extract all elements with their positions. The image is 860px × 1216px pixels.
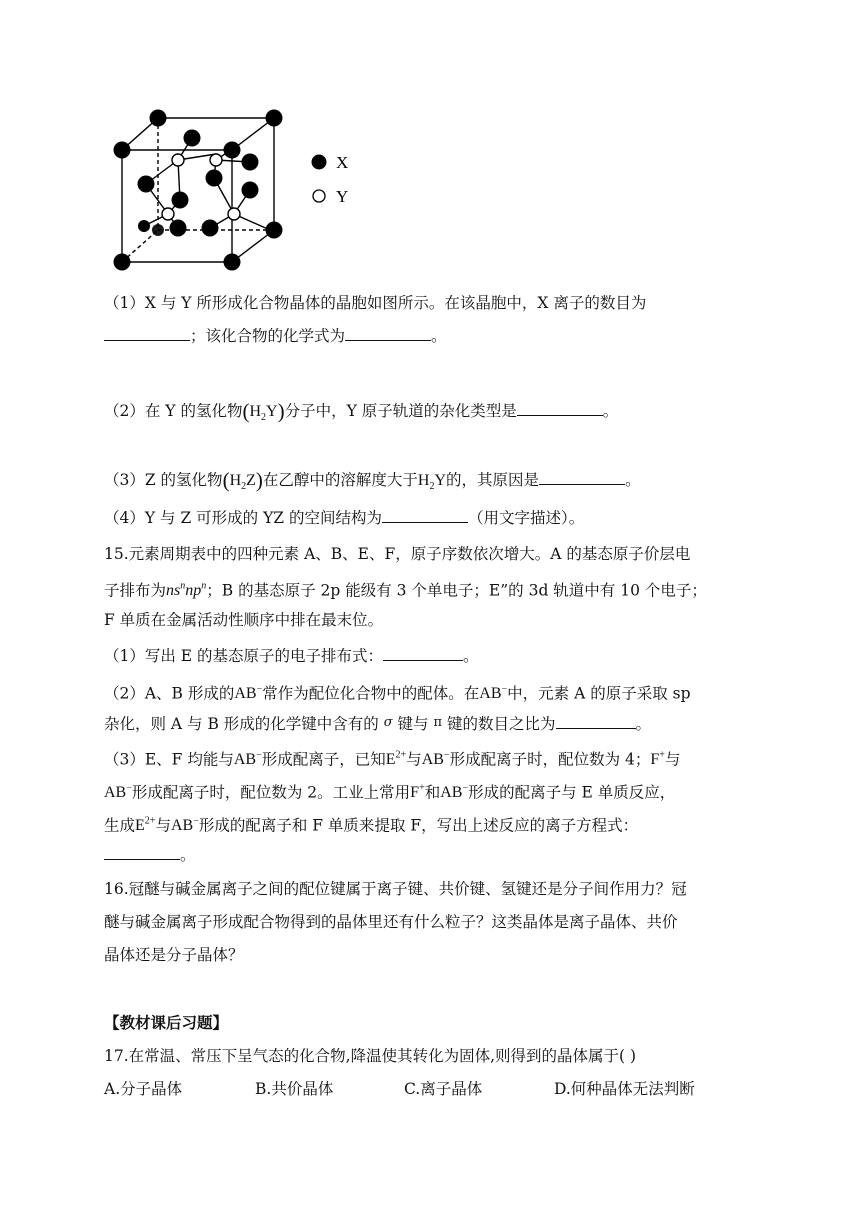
x-atom bbox=[184, 130, 201, 147]
y-atom bbox=[210, 154, 222, 166]
answer-blank[interactable] bbox=[383, 645, 463, 661]
q14-part4: （4）Y 与 Z 可形成的 YZ 的空间结构为 （用文字描述）。 bbox=[104, 509, 585, 527]
answer-blank[interactable] bbox=[104, 325, 190, 341]
q17-option-d[interactable]: D.何种晶体无法判断 bbox=[554, 1080, 695, 1098]
q15-part2-line2: 杂化，则 A 与 B 形成的化学键中含有的 σ 键与 π 键的数目之比为 。 bbox=[104, 715, 652, 733]
q14-part1-line2: ；该化合物的化学式为 。 bbox=[104, 325, 447, 347]
q14-part2: （2）在 Y 的氢化物$(H_2Y)$分子中，Y 原子轨道的杂化类型是 。 bbox=[104, 399, 619, 424]
formula-ab-minus: AB− bbox=[440, 783, 469, 802]
legend-x-label: X bbox=[336, 153, 349, 172]
q15-line1: 15.元素周期表中的四种元素 A、B、E、F，原子序数依次增大。A 的基态原子价层电 bbox=[104, 545, 691, 563]
q15-line2: 子排布为$ns^nnp^n$；B 的基态原子 2p 能级有 3 个单电子；E”的 3d 轨道中有 10 个电子； bbox=[104, 581, 707, 600]
answer-blank[interactable] bbox=[345, 325, 431, 341]
x-atom bbox=[138, 220, 150, 232]
q17-option-b[interactable]: B.共价晶体 bbox=[255, 1080, 334, 1098]
x-atom bbox=[202, 220, 219, 237]
answer-blank[interactable] bbox=[382, 507, 468, 523]
x-atom bbox=[172, 192, 189, 209]
formula-h2y: $(H_2Y)$ bbox=[242, 399, 285, 424]
answer-blank[interactable] bbox=[539, 469, 625, 485]
formula-fplus: F+ bbox=[410, 783, 425, 802]
q15-part1: （1）写出 E 的基态原子的电子排布式： 。 bbox=[104, 647, 479, 665]
q16-line1: 16.冠醚与碱金属离子之间的配位键属于离子键、共价键、氢键还是分子间作用力？冠 bbox=[104, 880, 687, 898]
x-atom bbox=[114, 142, 131, 159]
answer-blank[interactable] bbox=[517, 400, 603, 416]
legend-y-label: Y bbox=[336, 187, 349, 206]
q15-part3-line1: （3）E、F 均能与AB−形成配离子，已知$E^{2+}$与AB−形成配离子时，配位数为 4；F+与 bbox=[104, 750, 681, 769]
q14-part3: （3）Z 的氢化物$(H_2Z)$在乙醇中的溶解度大于$H_2Y$的，其原因是 。 bbox=[104, 468, 641, 493]
legend-x-marker bbox=[312, 155, 327, 170]
x-atom bbox=[242, 182, 259, 199]
y-atom bbox=[228, 208, 240, 220]
q16-line2: 醚与碱金属离子形成配合物得到的晶体里还有什么粒子？这类晶体是离子晶体、共价 bbox=[104, 913, 678, 931]
formula-ab-minus: AB− bbox=[104, 783, 132, 802]
formula-ab-minus: AB− bbox=[421, 750, 450, 769]
q16-line3: 晶体还是分子晶体？ bbox=[104, 946, 244, 964]
formula-ab-minus: AB− bbox=[233, 750, 262, 769]
formula-e2plus: $E^{2+}$ bbox=[135, 816, 156, 835]
x-atom bbox=[242, 154, 259, 171]
x-atom bbox=[266, 222, 283, 239]
x-atom bbox=[138, 176, 155, 193]
formula-e2plus: $E^{2+}$ bbox=[385, 750, 407, 769]
q15-part3-line4: 。 bbox=[104, 844, 196, 866]
x-atom bbox=[150, 110, 167, 127]
q17-option-a[interactable]: A.分子晶体 bbox=[104, 1080, 183, 1098]
x-atom bbox=[170, 220, 187, 237]
formula-h2y-inline: $H_2Y$ bbox=[417, 472, 447, 493]
pi-symbol: π bbox=[433, 715, 443, 730]
answer-blank[interactable] bbox=[556, 713, 636, 729]
y-atom bbox=[172, 154, 184, 166]
q17-option-c[interactable]: C.离子晶体 bbox=[404, 1080, 483, 1098]
sigma-symbol: σ bbox=[383, 715, 393, 730]
q15-part3-line2: AB−形成配离子时，配位数为 2。工业上常用F+和AB−形成的配离子与 E 单质反应， bbox=[104, 783, 676, 802]
formula-h2z: $(H_2Z)$ bbox=[222, 468, 263, 493]
q17-stem: 17.在常温、常压下呈气态的化合物,降温使其转化为固体,则得到的晶体属于( ) bbox=[104, 1047, 637, 1065]
formula-ab-minus: AB− bbox=[170, 816, 199, 835]
answer-blank[interactable] bbox=[104, 844, 180, 860]
x-atom bbox=[266, 110, 283, 127]
formula-valence: $ns^nnp^n$ bbox=[166, 581, 207, 600]
x-atom bbox=[152, 224, 164, 236]
section-title: 【教材课后习题】 bbox=[104, 1013, 229, 1032]
x-atom bbox=[114, 254, 131, 271]
q15-line3: F 单质在金属活动性顺序中排在最末位。 bbox=[104, 611, 384, 629]
x-atom bbox=[224, 142, 241, 159]
formula-fplus: F+ bbox=[650, 750, 665, 769]
legend-y-marker bbox=[313, 190, 325, 202]
q15-part3-line3: 生成$E^{2+}$与AB−形成的配离子和 F 单质来提取 F，写出上述反应的离子方程式： bbox=[104, 816, 639, 835]
q14-part1-line1: （1）X 与 Y 所形成化合物晶体的晶胞如图所示。在该晶胞中，X 离子的数目为 bbox=[104, 294, 647, 312]
x-atom bbox=[224, 254, 241, 271]
y-atom bbox=[162, 208, 174, 220]
formula-ab-minus: AB− bbox=[234, 684, 263, 703]
x-atom bbox=[206, 170, 223, 187]
formula-ab-minus: AB− bbox=[479, 684, 508, 703]
crystal-cell-figure bbox=[104, 104, 384, 274]
q15-part2-line1: （2）A、B 形成的AB−常作为配位化合物中的配体。在AB−中，元素 A 的原子采取 sp bbox=[104, 684, 691, 703]
